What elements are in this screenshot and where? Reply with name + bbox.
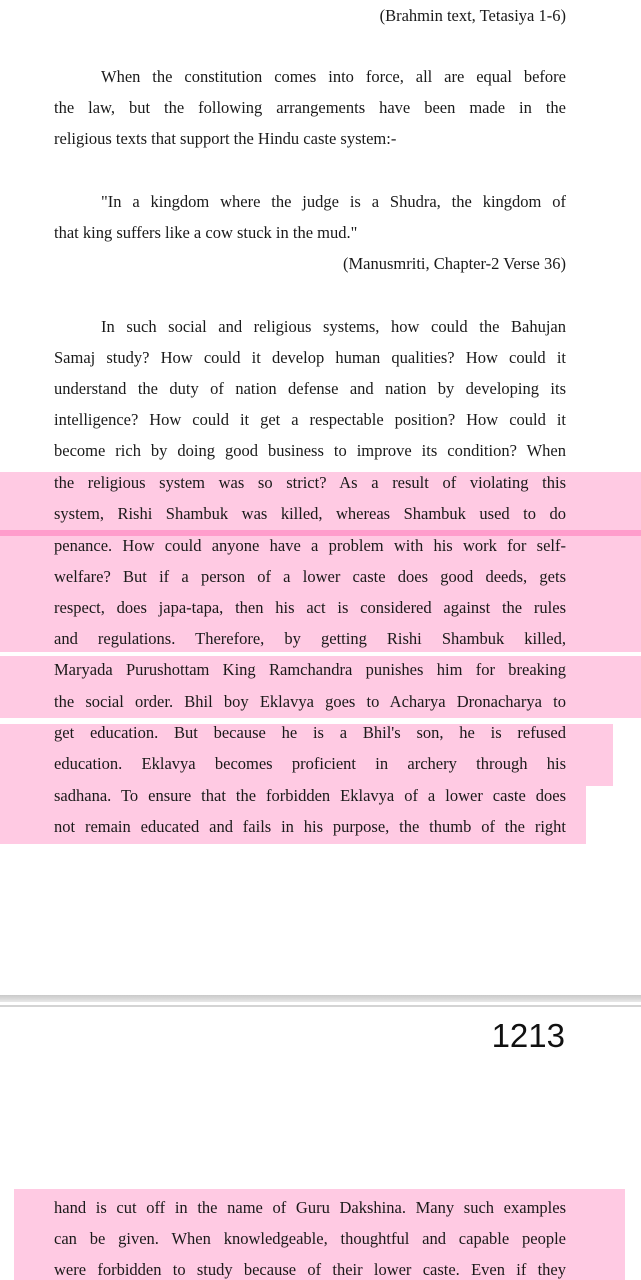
paragraph-line: penance. How could anyone have a problem with his work for self-: [54, 536, 566, 555]
page-number: 1213: [491, 1017, 565, 1054]
quote-line: "In a kingdom where the judge is a Shudra, the kingdom of: [101, 192, 566, 211]
paragraph-line: system, Rishi Shambuk was killed, whereas Shambuk used to do: [54, 504, 566, 523]
citation-brahmin-text: (Brahmin text, Tetasiya 1-6): [379, 6, 566, 25]
paragraph-line: Samaj study? How could it develop human qualities? How could it: [54, 348, 566, 367]
paragraph-line: can be given. When knowledgeable, thoughtful and capable people: [54, 1229, 566, 1248]
paragraph-line: religious texts that support the Hindu caste system:-: [54, 129, 397, 148]
paragraph-line: the religious system was so strict? As a result of violating this: [54, 473, 566, 492]
quote-line: that king suffers like a cow stuck in the mud.": [54, 223, 358, 242]
paragraph-line: In such social and religious systems, how could the Bahujan: [101, 317, 566, 336]
page-divider: [0, 995, 641, 1002]
paragraph-line: not remain educated and fails in his purpose, the thumb of the right: [54, 817, 566, 836]
paragraph-line: When the constitution comes into force, all are equal before: [101, 67, 566, 86]
paragraph-line: respect, does japa-tapa, then his act is considered against the rules: [54, 598, 566, 617]
paragraph-line: were forbidden to study because of their lower caste. Even if they: [54, 1260, 566, 1279]
paragraph-line: education. Eklavya becomes proficient in archery through his: [54, 754, 566, 773]
paragraph-line: hand is cut off in the name of Guru Dakshina. Many such examples: [54, 1198, 566, 1217]
paragraph-line: understand the duty of nation defense and nation by developing its: [54, 379, 566, 398]
paragraph-line: sadhana. To ensure that the forbidden Eklavya of a lower caste does: [54, 786, 566, 805]
paragraph-line: welfare? But if a person of a lower caste does good deeds, gets: [54, 567, 566, 586]
paragraph-line: the social order. Bhil boy Eklavya goes to Acharya Dronacharya to: [54, 692, 566, 711]
paragraph-line: intelligence? How could it get a respectable position? How could it: [54, 410, 566, 429]
paragraph-line: become rich by doing good business to improve its condition? When: [54, 441, 566, 460]
paragraph-line: get education. But because he is a Bhil's son, he is refused: [54, 723, 566, 742]
paragraph-line: the law, but the following arrangements have been made in the: [54, 98, 566, 117]
paragraph-line: Maryada Purushottam King Ramchandra punishes him for breaking: [54, 660, 566, 679]
page-divider-line: [0, 1005, 641, 1007]
paragraph-line: and regulations. Therefore, by getting Rishi Shambuk killed,: [54, 629, 566, 648]
quote-citation: (Manusmriti, Chapter-2 Verse 36): [343, 254, 566, 273]
